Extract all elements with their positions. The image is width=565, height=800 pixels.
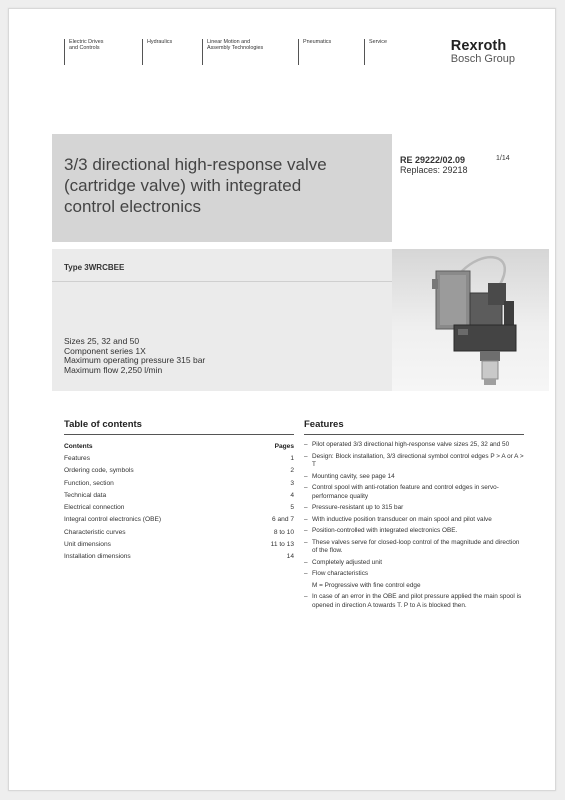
brand-name: Rexroth — [450, 38, 507, 54]
toc-label: Unit dimensions — [64, 541, 111, 549]
header-nav — [64, 39, 422, 65]
spec-line: Maximum flow 2,250 l/min — [64, 364, 163, 375]
toc-page: 4 — [290, 491, 294, 499]
toc-col-pages: Pages — [274, 443, 294, 450]
toc-col-contents: Contents — [64, 443, 93, 450]
toc-page: 8 to 10 — [273, 528, 294, 536]
list-sub-item: M = Progressive with fine control edge — [312, 581, 421, 589]
list-item: – Pilot operated 3/3 directional high-response valve sizes 25, 32 and 50 — [304, 441, 524, 450]
toc-page: 14 — [286, 553, 294, 561]
spec-summary — [64, 337, 205, 375]
list-item: – Pressure-resistant up to 315 bar — [304, 504, 524, 513]
title-line: control electronics — [64, 197, 202, 216]
toc-row[interactable] — [64, 527, 294, 539]
nav-item-pneumatics[interactable] — [298, 39, 346, 65]
list-item: – Control spool with anti-rotation feature and control edges in servo-performance quality — [304, 484, 524, 501]
toc-row[interactable] — [64, 453, 294, 465]
nav-label: Electric Drives and Controls — [69, 39, 104, 52]
page-number: 1/14 — [496, 155, 510, 162]
toc-page: 5 — [290, 504, 294, 512]
document-page — [8, 8, 556, 791]
valve-image — [392, 249, 549, 391]
toc-row[interactable] — [64, 514, 294, 526]
features-section — [304, 419, 524, 613]
toc-page: 6 and 7 — [272, 516, 294, 524]
product-photo — [392, 249, 549, 391]
document-replaces: Replaces: 29218 — [400, 165, 468, 175]
toc-label: Ordering code, symbols — [64, 467, 134, 475]
type-band — [52, 249, 392, 391]
list-item: – Mounting cavity, see page 14 — [304, 473, 524, 482]
toc-heading: Table of contents — [64, 419, 294, 435]
nav-label: Hydraulics — [147, 39, 173, 45]
nav-label: Service — [369, 39, 387, 45]
title-band — [52, 134, 392, 242]
toc-row[interactable] — [64, 465, 294, 477]
divider — [52, 281, 392, 282]
type-label: Type 3WRCBEE — [64, 263, 125, 272]
nav-item-electric-drives[interactable] — [64, 39, 124, 65]
page-title — [64, 154, 384, 217]
list-item: – These valves serve for closed-loop control of the magnitude and direction of the flow. — [304, 539, 524, 556]
list-item: – With inductive position transducer on main spool and pilot valve — [304, 516, 524, 525]
toc-label: Function, section — [64, 479, 114, 487]
features-heading: Features — [304, 419, 524, 435]
nav-item-hydraulics[interactable] — [142, 39, 184, 65]
nav-label: Linear Motion and Assembly Technologies — [207, 39, 264, 52]
spec-line: Component series 1X — [64, 345, 146, 356]
nav-label: Pneumatics — [303, 39, 332, 45]
toc-row[interactable] — [64, 478, 294, 490]
list-item: – Design: Block installation, 3/3 directional symbol control edges P > A or A > T — [304, 453, 524, 470]
toc-label: Characteristic curves — [64, 528, 126, 536]
document-number: RE 29222/02.09 — [400, 155, 466, 165]
toc-page: 1 — [290, 455, 294, 462]
title-line: (cartridge valve) with integrated — [64, 176, 302, 195]
list-item: – In case of an error in the OBE and pilot pressure applied the main spool is opened in direction A towards T. P to A is blocked then. — [304, 593, 524, 610]
toc-row[interactable] — [64, 490, 294, 502]
list-item: – Completely adjusted unit — [304, 559, 524, 568]
toc-page: 3 — [290, 479, 294, 487]
toc-label: Features — [64, 455, 91, 462]
list-item: – Position-controlled with integrated electronics OBE. — [304, 527, 524, 536]
toc-label: Integral control electronics (OBE) — [64, 516, 162, 524]
spec-line: Maximum operating pressure 315 bar — [64, 355, 206, 366]
toc-column-headers — [64, 443, 294, 450]
spec-line: Sizes 25, 32 and 50 — [64, 336, 140, 346]
toc-label: Installation dimensions — [64, 553, 131, 561]
toc-label: Technical data — [64, 491, 107, 499]
features-list — [304, 441, 524, 610]
list-item: – Flow characteristics — [304, 570, 524, 579]
toc-label: Electrical connection — [64, 504, 125, 512]
brand-subtitle: Bosch Group — [450, 53, 515, 65]
toc-page: 11 to 13 — [270, 541, 294, 549]
table-of-contents — [64, 419, 294, 564]
nav-item-linear-motion[interactable] — [202, 39, 280, 65]
nav-item-service[interactable] — [364, 39, 404, 65]
toc-page: 2 — [290, 467, 294, 475]
toc-row[interactable] — [64, 551, 294, 563]
toc-row[interactable] — [64, 539, 294, 551]
document-reference — [400, 155, 468, 175]
title-line: 3/3 directional high-response valve — [64, 155, 327, 174]
toc-row[interactable] — [64, 502, 294, 514]
brand-logo — [451, 38, 515, 65]
